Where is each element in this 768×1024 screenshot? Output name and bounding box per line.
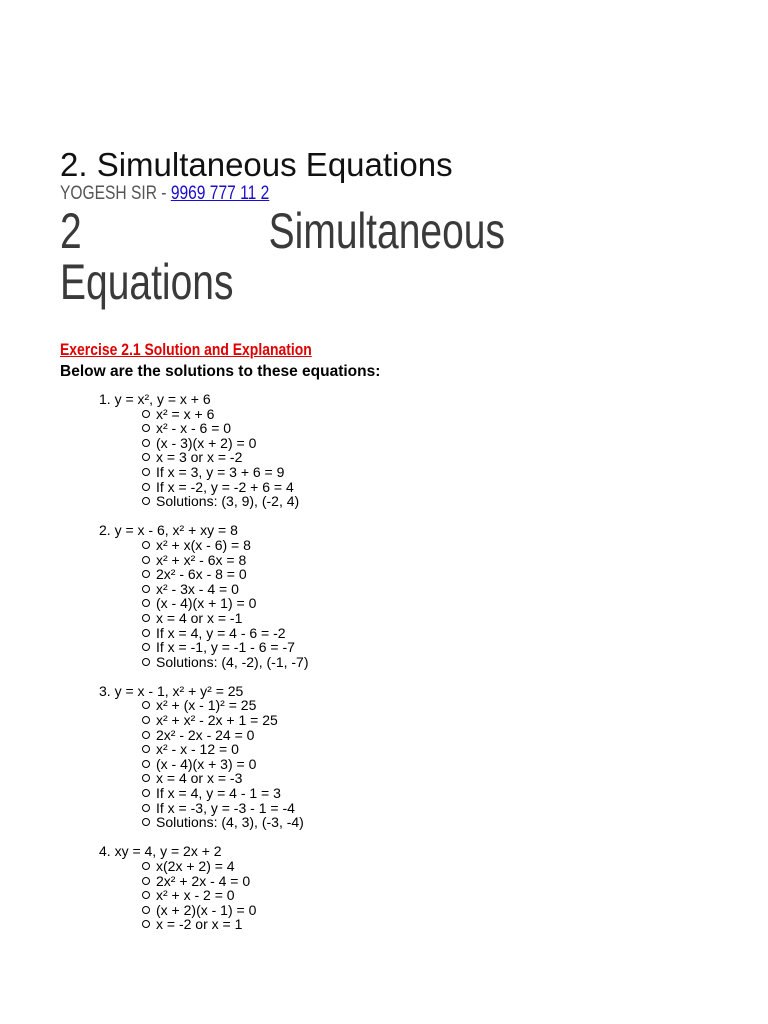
solution-step <box>0 728 768 743</box>
solution-step <box>0 450 768 465</box>
circle-bullet-icon <box>142 658 150 666</box>
circle-bullet-icon <box>142 716 150 724</box>
step-text: (x - 4)(x + 1) = 0 <box>156 595 257 612</box>
step-text: x = -2 or x = 1 <box>156 916 243 933</box>
chapter-word-2: Equations <box>60 254 234 310</box>
solution-step <box>0 640 768 655</box>
problem-header: 3. y = x - 1, x² + y² = 25 <box>99 682 244 699</box>
circle-bullet-icon <box>142 774 150 782</box>
step-text: If x = -2, y = -2 + 6 = 4 <box>156 478 294 495</box>
problem-header: 2. y = x - 6, x² + xy = 8 <box>99 522 238 539</box>
chapter-word-1: Simultaneous <box>268 203 505 259</box>
step-text: (x - 3)(x + 2) = 0 <box>156 434 257 451</box>
solution-step <box>0 757 768 772</box>
step-text: x = 4 or x = -1 <box>156 609 243 626</box>
solution-step <box>0 596 768 611</box>
step-text: x² - x - 6 = 0 <box>156 420 232 437</box>
intro-text: Below are the solutions to these equations: <box>60 363 381 380</box>
circle-bullet-icon <box>142 497 150 505</box>
circle-bullet-icon <box>142 424 150 432</box>
circle-bullet-icon <box>142 629 150 637</box>
circle-bullet-icon <box>142 804 150 812</box>
step-text: If x = 4, y = 4 - 6 = -2 <box>156 624 286 641</box>
solution-step <box>0 786 768 801</box>
solution-step <box>0 582 768 597</box>
step-text: x² + x² - 2x + 1 = 25 <box>156 712 278 729</box>
solution-step <box>0 655 768 670</box>
solution-step <box>0 698 768 713</box>
circle-bullet-icon <box>142 556 150 564</box>
circle-bullet-icon <box>142 920 150 928</box>
problem-block <box>0 844 768 932</box>
problem-list <box>0 392 768 947</box>
circle-bullet-icon <box>142 643 150 651</box>
step-text: If x = -3, y = -3 - 1 = -4 <box>156 799 295 816</box>
solution-step <box>0 917 768 932</box>
author-byline <box>60 183 269 205</box>
solution-step <box>0 859 768 874</box>
step-text: 2x² + 2x - 4 = 0 <box>156 872 251 889</box>
step-text: x² + x² - 6x = 8 <box>156 551 247 568</box>
solution-step <box>0 815 768 830</box>
solution-step <box>0 903 768 918</box>
step-text: x = 3 or x = -2 <box>156 449 243 466</box>
problem-header: 4. xy = 4, y = 2x + 2 <box>99 843 222 860</box>
step-text: x(2x + 2) = 4 <box>156 858 235 874</box>
circle-bullet-icon <box>142 439 150 447</box>
solution-step <box>0 407 768 422</box>
step-text: x = 4 or x = -3 <box>156 770 243 787</box>
circle-bullet-icon <box>142 862 150 870</box>
circle-bullet-icon <box>142 453 150 461</box>
solution-step <box>0 480 768 495</box>
step-text: Solutions: (3, 9), (-2, 4) <box>156 493 300 510</box>
circle-bullet-icon <box>142 906 150 914</box>
step-text: If x = 3, y = 3 + 6 = 9 <box>156 463 285 480</box>
solution-step <box>0 553 768 568</box>
solution-step <box>0 421 768 436</box>
solution-step <box>0 567 768 582</box>
step-text: x² - 3x - 4 = 0 <box>156 580 239 597</box>
solution-step <box>0 611 768 626</box>
circle-bullet-icon <box>142 745 150 753</box>
circle-bullet-icon <box>142 410 150 418</box>
chapter-heading <box>60 203 505 310</box>
solution-step <box>0 626 768 641</box>
step-text: x² + (x - 1)² = 25 <box>156 697 257 714</box>
solution-step <box>0 436 768 451</box>
step-text: Solutions: (4, 3), (-3, -4) <box>156 814 304 831</box>
chapter-number: 2 <box>60 203 82 259</box>
step-text: Solutions: (4, -2), (-1, -7) <box>156 653 309 670</box>
solution-step <box>0 771 768 786</box>
solution-step <box>0 538 768 553</box>
circle-bullet-icon <box>142 585 150 593</box>
step-text: 2x² - 6x - 8 = 0 <box>156 566 247 583</box>
circle-bullet-icon <box>142 701 150 709</box>
problem-block <box>0 684 768 830</box>
solution-step <box>0 713 768 728</box>
exercise-link[interactable]: Exercise 2.1 Solution and Explanation <box>60 340 312 359</box>
circle-bullet-icon <box>142 731 150 739</box>
solution-step <box>0 465 768 480</box>
step-text: If x = 4, y = 4 - 1 = 3 <box>156 785 281 802</box>
circle-bullet-icon <box>142 818 150 826</box>
problem-header: 1. y = x², y = x + 6 <box>99 391 211 407</box>
circle-bullet-icon <box>142 891 150 899</box>
circle-bullet-icon <box>142 789 150 797</box>
circle-bullet-icon <box>142 483 150 491</box>
circle-bullet-icon <box>142 541 150 549</box>
step-text: (x + 2)(x - 1) = 0 <box>156 901 257 918</box>
solution-step <box>0 494 768 509</box>
circle-bullet-icon <box>142 760 150 768</box>
step-text: x² = x + 6 <box>156 405 215 422</box>
step-text: x² + x - 2 = 0 <box>156 887 235 904</box>
author-name: YOGESH SIR - <box>60 183 171 204</box>
solution-step <box>0 742 768 757</box>
phone-link[interactable]: 9969 777 11 2 <box>170 183 270 204</box>
circle-bullet-icon <box>142 468 150 476</box>
step-text: 2x² - 2x - 24 = 0 <box>156 726 255 743</box>
step-text: x² - x - 12 = 0 <box>156 741 239 758</box>
solution-step <box>0 801 768 816</box>
solution-step <box>0 888 768 903</box>
problem-block <box>0 392 768 509</box>
step-text: (x - 4)(x + 3) = 0 <box>156 755 257 772</box>
step-text: x² + x(x - 6) = 8 <box>156 536 251 553</box>
circle-bullet-icon <box>142 877 150 885</box>
circle-bullet-icon <box>142 614 150 622</box>
circle-bullet-icon <box>142 570 150 578</box>
problem-block <box>0 523 768 669</box>
step-text: If x = -1, y = -1 - 6 = -7 <box>156 639 295 656</box>
document-title: 2. Simultaneous Equations <box>60 146 453 183</box>
solution-step <box>0 874 768 889</box>
circle-bullet-icon <box>142 599 150 607</box>
